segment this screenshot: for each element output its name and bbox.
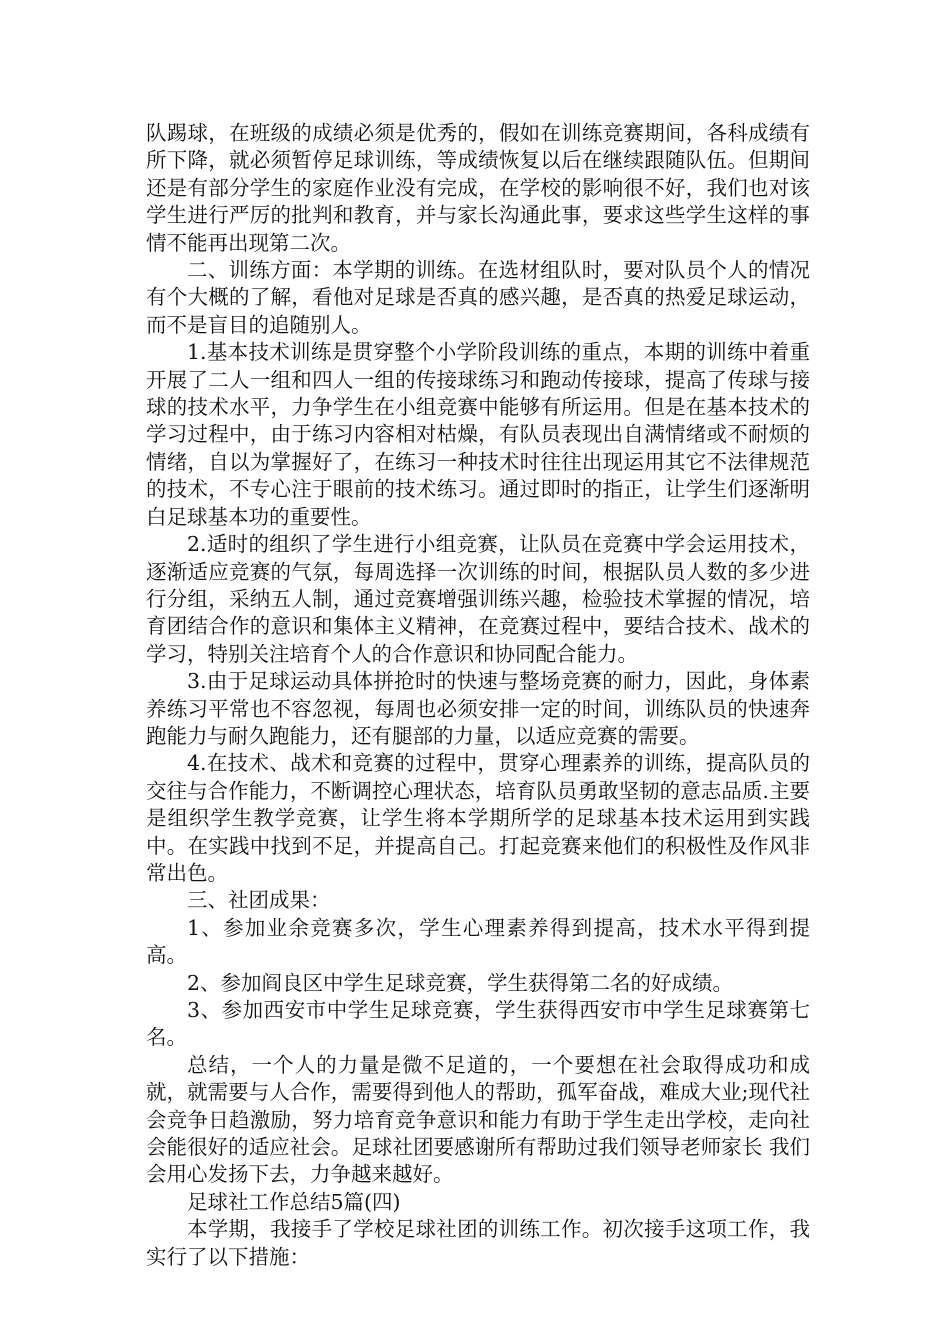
- paragraph-training-point-2: 2.适时的组织了学生进行小组竞赛，让队员在竞赛中学会运用技术，逐渐适应竞赛的气氛，每周选择一次训练的时间，根据队员人数的多少进行分组，采纳五人制，通过竞赛增强训练兴趣，检验技术掌握的情况，培育团结合作的意识和集体主义精神，在竞赛过程中，要结合技术、战术的学习，特别关注培育个人的合作意识和协同配合能力。: [146, 532, 810, 666]
- section-heading-results: 三、社团成果：: [187, 888, 331, 913]
- paragraph-result-3: 3、参加西安市中学生足球竞赛，学生获得西安市中学生足球赛第七名。: [146, 998, 810, 1050]
- document-body: [146, 120, 810, 1271]
- paragraph-summary: 总结，一个人的力量是微不足道的，一个要想在社会取得成功和成就，就需要与人合作，需要得到他人的帮助，孤军奋战，难成大业;现代社会竞争日趋激励，努力培育竞争意识和能力有助于学生走出学校，走向社会能很好的适应社会。足球社团要感谢所有帮助过我们领导老师家长 我们会用心发扬下去，力争越来越好。: [146, 1052, 810, 1187]
- paragraph-result-2: 2、参加阎良区中学生足球竞赛，学生获得第二名的好成绩。: [187, 970, 734, 995]
- paragraph-continuation: 队踢球，在班级的成绩必须是优秀的，假如在训练竞赛期间，各科成绩有所下降，就必须暂停足球训练，等成绩恢复以后在继续跟随队伍。但期间还是有部分学生的家庭作业没有完成，在学校的影响很不好，我们也对该学生进行严厉的批判和教育，并与家长沟通此事，要求这些学生这样的事情不能再出现第二次。: [146, 121, 810, 255]
- section-title-part-four: 足球社工作总结5篇(四): [187, 1189, 401, 1214]
- paragraph-training-point-4: 4.在技术、战术和竞赛的过程中，贯穿心理素养的训练，提高队员的交往与合作能力，不断调控心理状态，培育队员勇敢坚韧的意志品质.主要是组织学生教学竞赛，让学生将本学期所学的足球基本技术运用到实践中。在实践中找到不足，并提高自己。打起竞赛来他们的积极性及作风非常出色。: [146, 751, 810, 885]
- paragraph-training-point-1: 1.基本技术训练是贯穿整个小学阶段训练的重点，本期的训练中着重开展了二人一组和四人一组的传接球练习和跑动传接球，提高了传球与接球的技术水平，力争学生在小组竞赛中能够有所运用。但是在基本技术的学习过程中，由于练习内容相对枯燥，有队员表现出自满情绪或不耐烦的情绪，自以为掌握好了，在练习一种技术时往往出现运用其它不法律规范的技术，不专心注于眼前的技术练习。通过即时的指正，让学生们逐渐明白足球基本功的重要性。: [146, 340, 810, 529]
- paragraph-training-point-3: 3.由于足球运动具体拼抢时的快速与整场竞赛的耐力，因此，身体素养练习平常也不容忽视，每周也必须安排一定的时间，训练队员的快速奔跑能力与耐久跑能力，还有腿部的力量，以适应竞赛的需要。: [146, 669, 810, 748]
- paragraph-intro-part-four: 本学期，我接手了学校足球社团的训练工作。初次接手这项工作，我实行了以下措施：: [146, 1217, 810, 1269]
- paragraph-training-section-heading: 二、训练方面：本学期的训练。在选材组队时，要对队员个人的情况有个大概的了解，看他对足球是否真的感兴趣，是否真的热爱足球运动，而不是盲目的追随别人。: [146, 258, 810, 337]
- paragraph-result-1: 1、参加业余竞赛多次，学生心理素养得到提高，技术水平得到提高。: [146, 915, 810, 968]
